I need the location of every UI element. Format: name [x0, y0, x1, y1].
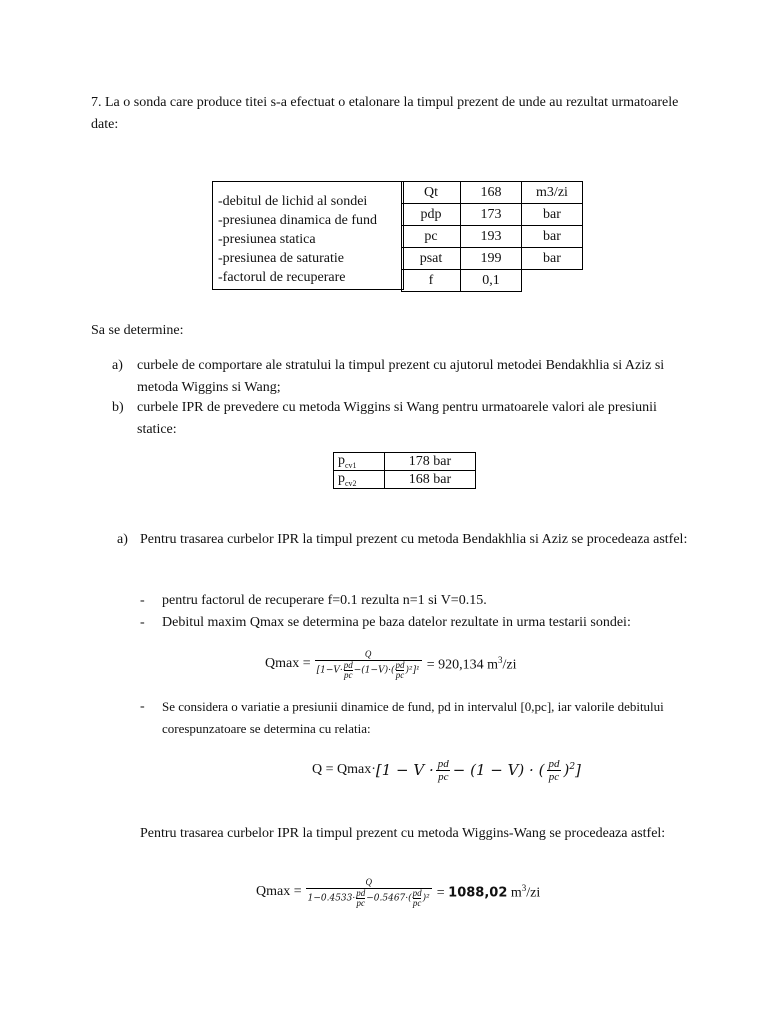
eq-lhs: Qmax = [265, 656, 311, 671]
bullet-recovery-factor: pentru factorul de recuperare f=0.1 rezulta n=1 si V=0.15. [162, 593, 487, 608]
eq-numerator: Q [365, 876, 372, 887]
task-b-text: curbele IPR de prevedere cu metoda Wiggins si Wang pentru urmatoarele valori ale presiunii statice: [137, 400, 657, 437]
eq-numerator: Q [364, 648, 372, 659]
table-row [334, 453, 476, 471]
table-row [402, 248, 583, 270]
table-row [334, 471, 476, 489]
unit-cell: m3/zi [522, 182, 583, 204]
value-cell: 168 bar [385, 471, 476, 489]
equation-qmax-wiggins [256, 873, 540, 911]
data-values-table [401, 181, 583, 292]
task-a-text: curbele de comportare ale stratului la timpul prezent cu ajutorul metodei Bendakhlia si Aziz si metoda Wiggins si Wang; [137, 358, 665, 395]
value-cell: 173 [461, 204, 522, 226]
eq-lhs: Q = Qmax· [312, 762, 376, 777]
label-debit: -debitul de lichid al sondei [218, 194, 368, 209]
data-labels-box [212, 181, 404, 290]
label-factor-recuperare: -factorul de recuperare [218, 270, 346, 285]
bullet-dash: - [140, 699, 145, 714]
eq-lhs: Qmax = [256, 884, 302, 899]
label-presiune-statica: -presiunea statica [218, 232, 316, 247]
label-presiune-dinamica: -presiunea dinamica de fund [218, 213, 377, 228]
bullet-pd-variation: Se considera o variatie a presiunii dinamice de fund, pd in intervalul [0,pc], iar valorile debitului corespunzatoare se determina cu relatia: [162, 699, 664, 736]
symbol-cell: f [402, 270, 461, 292]
value-cell: 178 bar [385, 453, 476, 471]
eq-result-text: = 920,134 m [426, 657, 498, 673]
pressure-table [333, 452, 476, 489]
eq-denominator: [1−V· $\frac{pd}{pc}$ −(1−V)·( $\frac{pd}{pc}$ )²]¹ [316, 659, 420, 680]
eq-result [437, 883, 541, 902]
unit-cell [522, 270, 583, 292]
symbol-cell: psat [402, 248, 461, 270]
unit-cell: bar [522, 226, 583, 248]
bullet-qmax: Debitul maxim Qmax se determina pe baza datelor rezultate in urma testarii sondei: [162, 615, 631, 630]
solution-a-text: Pentru trasarea curbelor IPR la timpul prezent cu metoda Bendakhlia si Aziz se procedeaza astfel: [140, 532, 688, 547]
table-row [402, 226, 583, 248]
table-row [402, 270, 583, 292]
eq-result-value: 1088,02 [448, 885, 508, 901]
eq-unit-tail: /zi [526, 885, 541, 901]
task-a-marker: a) [112, 358, 123, 373]
task-intro: Sa se determine: [91, 323, 184, 338]
value-cell: 193 [461, 226, 522, 248]
problem-statement: 7. La o sonda care produce titei s-a efectuat o etalonare la timpul prezent de unde au rezultat urmatoarele date: [91, 95, 679, 132]
eq-unit-tail: /zi [502, 657, 517, 673]
symbol-cell: pdp [402, 204, 461, 226]
value-cell: 0,1 [461, 270, 522, 292]
eq-denominator: 1−0.4533· $\frac{pd}{pc}$ −0.5467·( $\frac{pd}{pc}$ )² [307, 887, 430, 908]
bullet-dash: - [140, 615, 145, 630]
bullet-dash: - [140, 593, 145, 608]
symbol-cell: Qt [402, 182, 461, 204]
table-row [402, 182, 583, 204]
symbol-cell: pc [402, 226, 461, 248]
table-row [402, 204, 583, 226]
eq-unit-sup: 3 [521, 882, 527, 893]
symbol-cell [334, 453, 385, 471]
eq-fraction [315, 649, 422, 680]
pressure-symbol: p [338, 453, 345, 469]
wiggins-intro: Pentru trasarea curbelor IPR la timpul prezent cu metoda Wiggins-Wang se procedeaza astfel: [140, 826, 666, 841]
eq-equals: = [436, 885, 445, 901]
value-cell: 168 [461, 182, 522, 204]
eq-fraction-pd-pc: pd pc [437, 757, 449, 783]
symbol-cell [334, 471, 385, 489]
equation-qmax-bendakhlia [265, 645, 517, 683]
eq-result [427, 655, 517, 674]
eq-unit: m [510, 885, 522, 901]
value-cell: 199 [461, 248, 522, 270]
task-b-marker: b) [112, 400, 124, 415]
unit-cell: bar [522, 248, 583, 270]
pressure-subscript: cv1 [345, 460, 357, 470]
label-presiune-saturatie: -presiunea de saturatie [218, 251, 344, 266]
unit-cell: bar [522, 204, 583, 226]
pressure-symbol: p [338, 471, 345, 487]
pressure-subscript: cv2 [345, 478, 357, 488]
eq-fraction-pd-pc: pd pc [548, 757, 560, 783]
eq-fraction [306, 877, 432, 908]
eq-unit-sup: 3 [498, 654, 503, 665]
equation-q-bendakhlia: Q = Qmax· [1 − V · pd pc − (1 − V) · ( pd pc )$^2$] [312, 757, 581, 783]
solution-a-marker: a) [117, 532, 128, 547]
